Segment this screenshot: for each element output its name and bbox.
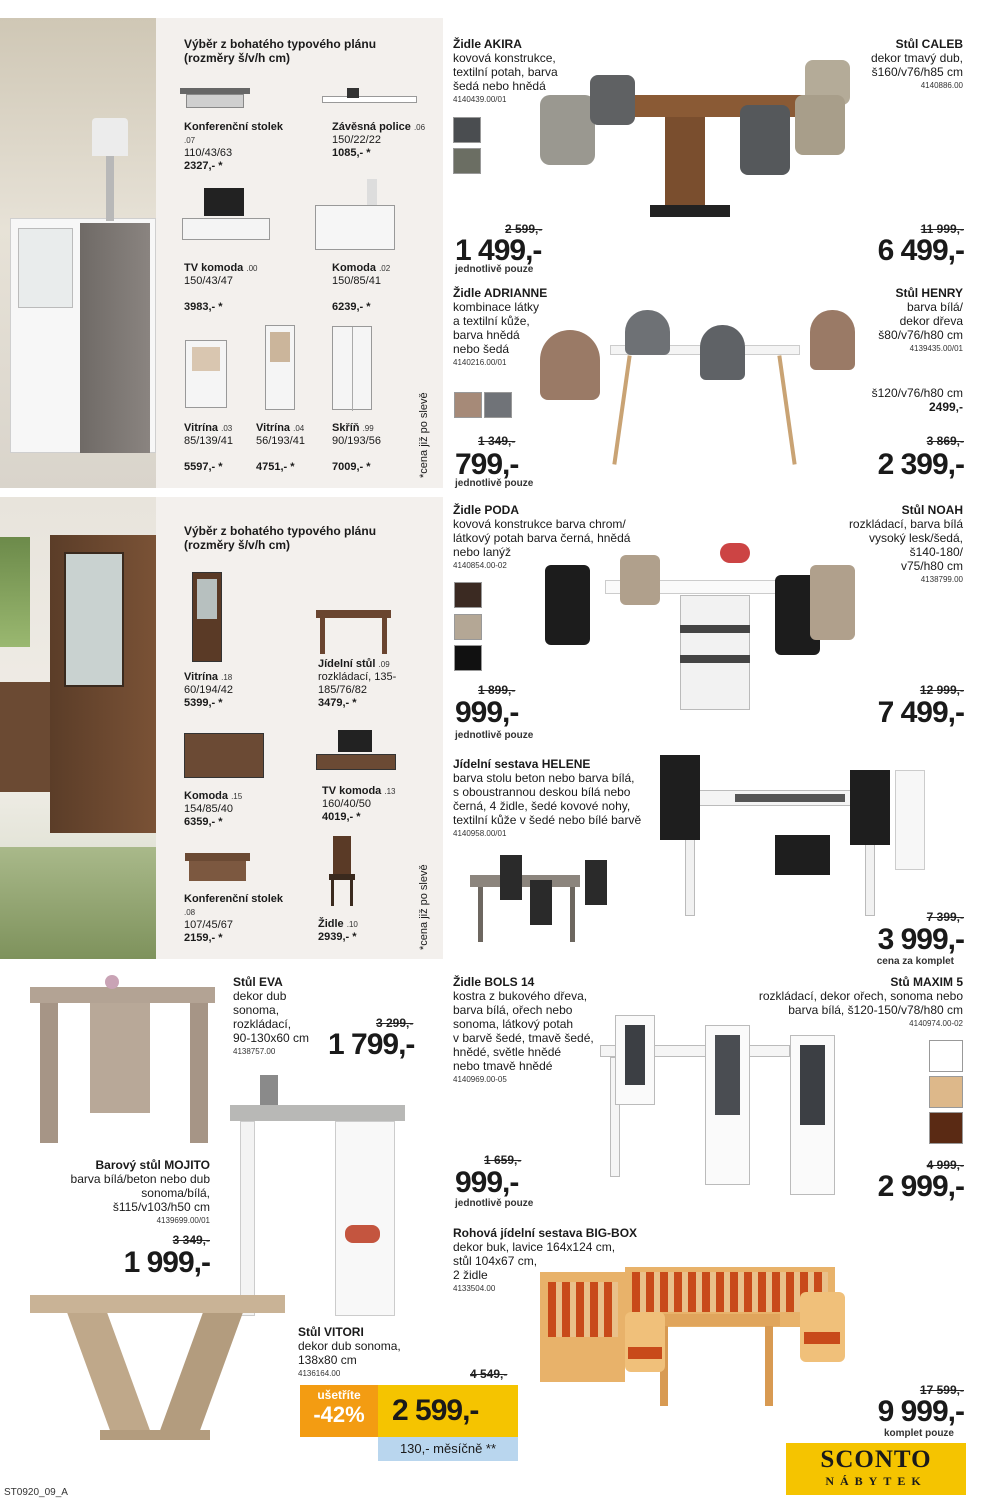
dresser-image: [315, 175, 395, 250]
vitori-old-price: 4 549,-: [470, 1367, 508, 1381]
caleb-old-price: 11 999,-: [920, 222, 964, 236]
tv-stand-image: [182, 188, 270, 246]
section1-heading: Výběr z bohatého typového plánu (rozměry š/v/h cm): [184, 37, 377, 65]
wall-shelf-image: [322, 88, 417, 106]
adrianne-block: Židle ADRIANNE kombinace látky a textilní kůže, barva hnědá nebo šedá 4140216.00/01: [453, 286, 548, 367]
bols-price: 999,-: [455, 1166, 519, 1199]
s1-price-note: *cena již po slevě: [418, 392, 430, 478]
section2-heading: Výběr z bohatého typového plánu (rozměry š/v/h cm): [184, 524, 377, 552]
living-room-photo-2: [0, 497, 156, 959]
poda-swatch-truffle[interactable]: [454, 614, 482, 640]
adrianne-swatch-gray[interactable]: [484, 392, 512, 418]
s1-item-wall-shelf: Závěsná police .06 150/22/22 1085,- *: [332, 121, 426, 159]
noah-block: Stůl NOAH rozkládací, barva bílá vysoký lesk/šedá, š140-180/ v75/h80 cm 4138799.00: [848, 503, 963, 584]
vitori-price-box: [378, 1385, 518, 1437]
display-cabinet-tall-image: [265, 325, 295, 410]
s1-item-display-tall: Vitrína .04 56/193/41 4751,- *: [256, 422, 305, 473]
s1-item-dresser: Komoda .02 150/85/41 6239,- *: [332, 262, 391, 313]
noah-old-price: 12 999,-: [919, 683, 964, 697]
adrianne-note: jednotlivě pouze: [455, 478, 534, 489]
helene-old-price: 7 399,-: [926, 910, 964, 924]
bigbox-note: komplet pouze: [883, 1428, 954, 1439]
maxim-old-price: 4 999,-: [926, 1158, 964, 1172]
wardrobe-image: [332, 326, 372, 410]
helene-small-photo: [460, 850, 610, 950]
vitori-save-label: ušetříte: [317, 1388, 361, 1402]
poda-old-price: 1 899,-: [478, 683, 516, 697]
logo-line2: NÁBYTEK: [825, 1474, 927, 1488]
henry-alt-price: 2499,-: [928, 400, 963, 414]
s2-item-dresser: Komoda .15 154/85/40 6359,- *: [184, 790, 243, 828]
poda-swatch-black[interactable]: [454, 645, 482, 671]
caleb-block: Stůl CALEB dekor tmavý dub, š160/v76/h85 cm 4140886.00: [870, 37, 963, 90]
helene-block: Jídelní sestava HELENE barva stolu beton nebo barva bílá, s oboustrannou deskou bílá nebo černá, 4 židle, šedé kovové nohy, textilní kůže v šedé nebo bílé barvě 4140958.00/01: [453, 757, 642, 838]
eva-table-photo: [30, 975, 215, 1150]
maxim-swatch-sonoma[interactable]: [929, 1076, 963, 1108]
s2-coffee-table-image: [185, 853, 250, 885]
s2-item-coffee-table: Konferenční stolek .08 107/45/67 2159,- *: [184, 893, 284, 944]
mojito-block: Barový stůl MOJITO barva bílá/beton nebo dub sonoma/bílá, š115/v103/h50 cm 4139699.00/01: [70, 1158, 210, 1225]
living-room-photo-1: [0, 18, 156, 488]
bigbox-block: Rohová jídelní sestava BIG-BOX dekor buk, lavice 164x124 cm, stůl 104x67 cm, 2 židle 4133504.00: [453, 1226, 638, 1293]
adrianne-old-price: 1 349,-: [478, 434, 516, 448]
s1-item-tv-stand: TV komoda .00 150/43/47 3983,- *: [184, 262, 258, 313]
mojito-bar-table-photo: [230, 1075, 410, 1320]
henry-price: 2 399,-: [877, 448, 964, 481]
noah-price: 7 499,-: [877, 696, 964, 729]
henry-alt-dims: š120/v76/h80 cm: [871, 386, 963, 400]
s2-tv-stand-image: [316, 730, 396, 772]
s2-item-dining-table: Jídelní stůl .09 rozkládací, 135-185/76/82 3479,- *: [318, 658, 397, 709]
poda-price: 999,-: [455, 696, 519, 729]
s2-chair-image: [327, 836, 357, 906]
poda-block: Židle PODA kovová konstrukce barva chrom/ látkový potah barva černá, hnědá nebo lanýž 4140854.00-02: [453, 503, 631, 570]
henry-block: Stůl HENRY barva bílá/ dekor dřeva š80/v76/h80 cm 4139435.00/01: [878, 286, 963, 353]
s1-item-wardrobe: Skříň .99 90/193/56 7009,- *: [332, 422, 381, 473]
s1-item-display-small: Vitrína .03 85/139/41 5597,- *: [184, 422, 233, 473]
vitori-price: 2 599,-: [392, 1394, 479, 1427]
logo-line1: SCONTO: [820, 1446, 932, 1473]
akira-caleb-dining-photo: [535, 55, 845, 250]
coffee-table-image: [180, 84, 250, 112]
caleb-price: 6 499,-: [877, 234, 964, 267]
poda-swatch-brown[interactable]: [454, 582, 482, 608]
helene-note: cena za komplet: [876, 956, 954, 967]
eva-price: 1 799,-: [328, 1028, 415, 1061]
vitori-discount-badge: [300, 1385, 378, 1437]
adrianne-swatch-brown[interactable]: [454, 392, 482, 418]
akira-old-price: 2 599,-: [505, 222, 543, 236]
eva-block: Stůl EVA dekor dub sonoma, rozkládací, 90-130x60 cm 4138757.00: [233, 975, 310, 1056]
vitori-monthly-box: [378, 1437, 518, 1461]
adrianne-price: 799,-: [455, 448, 519, 481]
mojito-price: 1 999,-: [123, 1246, 210, 1279]
maxim-swatch-walnut[interactable]: [929, 1112, 963, 1144]
vitori-monthly: 130,- měsíčně **: [399, 1441, 497, 1456]
poda-noah-dining-photo: [540, 535, 870, 715]
maxim-block: Stů MAXIM 5 rozkládací, dekor ořech, sonoma nebo barva bílá, š120-150/v78/h80 cm 4140974.00-02: [758, 975, 963, 1028]
akira-note: jednotlivě pouze: [455, 264, 534, 275]
maxim-swatch-white[interactable]: [929, 1040, 963, 1072]
s2-dining-table-image: [316, 606, 391, 656]
akira-swatch-gray[interactable]: [453, 117, 481, 143]
bigbox-price: 9 999,-: [877, 1395, 964, 1428]
footer-code: ST0920_09_A: [4, 1487, 68, 1498]
akira-price: 1 499,-: [455, 234, 542, 267]
s1-item-coffee-table: Konferenční stolek .07 110/43/63 2327,- *: [184, 121, 284, 172]
vitori-block: Stůl VITORI dekor dub sonoma, 138x80 cm 4136164.00: [298, 1325, 401, 1378]
eva-old-price: 3 299,-: [376, 1016, 414, 1030]
vitori-table-photo: [30, 1290, 285, 1445]
s2-dresser-image: [184, 733, 264, 778]
bigbox-old-price: 17 599,-: [919, 1383, 964, 1397]
s2-item-tv-stand: TV komoda .13 160/40/50 4019,- *: [322, 785, 396, 823]
akira-block: Židle AKIRA kovová konstrukce, textilní potah, barva šedá nebo hnědá 4140439.00/01: [453, 37, 558, 104]
sconto-logo[interactable]: [786, 1443, 966, 1495]
akira-swatch-brown[interactable]: [453, 148, 481, 174]
bols-note: jednotlivě pouze: [455, 1198, 534, 1209]
s2-price-note: *cena již po slevě: [418, 864, 430, 950]
helene-price: 3 999,-: [877, 923, 964, 956]
bols-old-price: 1 659,-: [484, 1153, 522, 1167]
mojito-old-price: 3 349,-: [172, 1233, 210, 1247]
henry-old-price: 3 869,-: [926, 434, 964, 448]
s2-item-display: Vitrína .18 60/194/42 5399,- *: [184, 671, 233, 709]
s2-item-chair: Židle .10 2939,- *: [318, 918, 358, 943]
poda-note: jednotlivě pouze: [455, 730, 534, 741]
adrianne-henry-dining-photo: [540, 300, 860, 470]
s2-display-cabinet-image: [192, 572, 222, 662]
bigbox-corner-set-photo: [540, 1262, 855, 1410]
display-cabinet-small-image: [185, 340, 227, 408]
bols-block: Židle BOLS 14 kostra z bukového dřeva, barva bílá, ořech nebo sonoma, látkový potah v barvě šedé, tmavě šedé, hnědé, světle hnědé nebo tmavě hnědé 4140969.00-05: [453, 975, 594, 1084]
maxim-price: 2 999,-: [877, 1170, 964, 1203]
vitori-save-pct: -42%: [313, 1402, 365, 1427]
